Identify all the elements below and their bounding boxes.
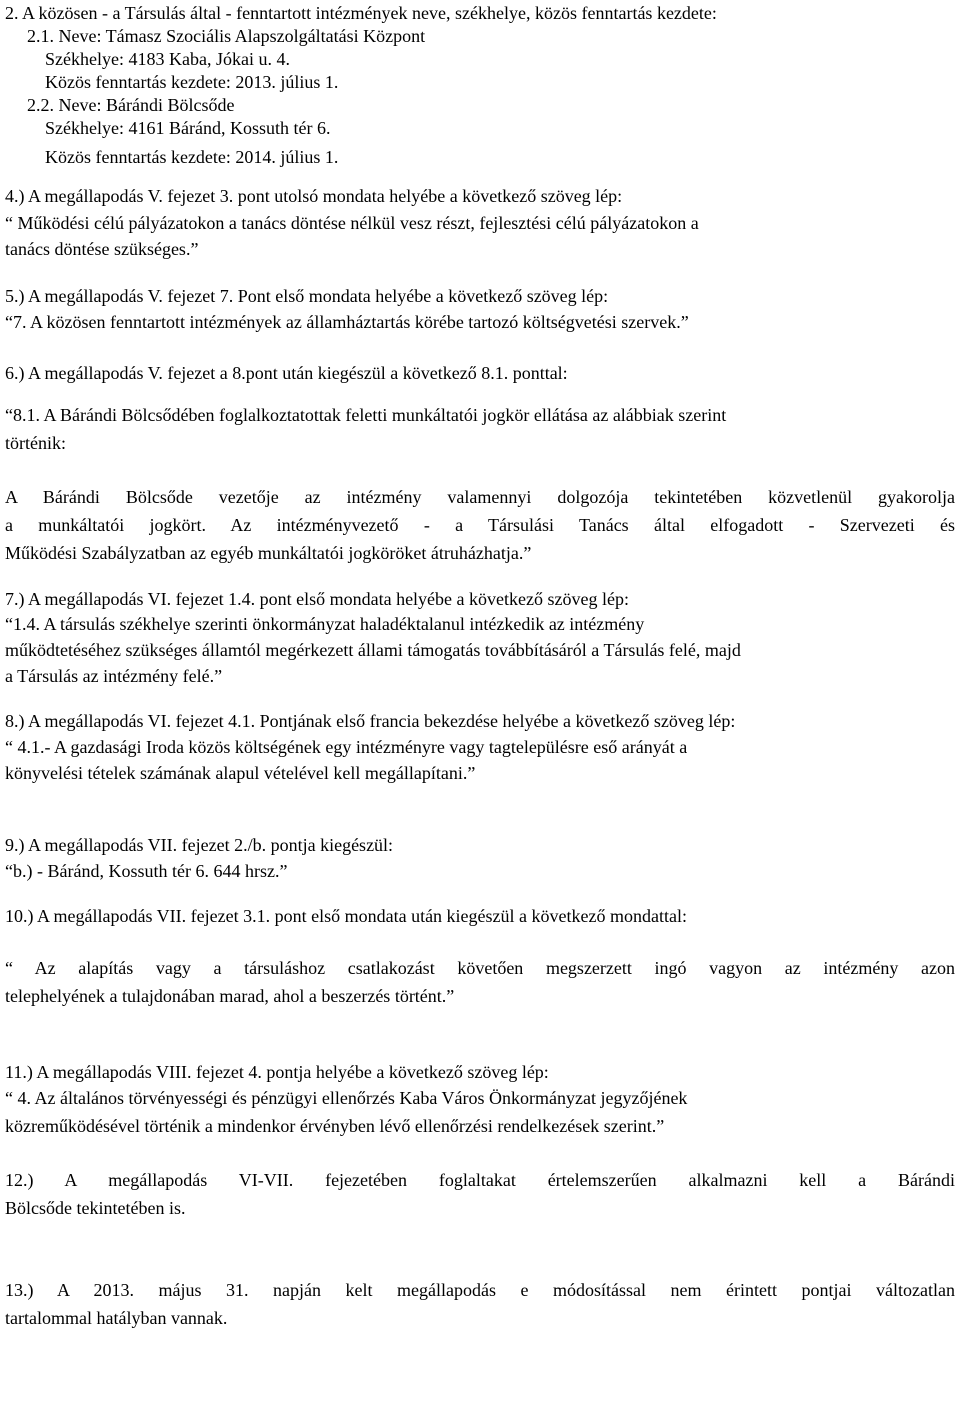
document-page: [5, 0, 955, 1420]
item-2-1-name: 2.1. Neve: Támasz Szociális Alapszolgáltatási Központ: [27, 26, 426, 46]
p12-line1: 12.) A megállapodás VI-VII. fejezetében foglaltakat értelemszerűen alkalmazni kell a Bárándi: [5, 1170, 955, 1190]
p8-line1: “ 4.1.- A gazdasági Iroda közös költségének egy intézményre vagy tagtelepülésre eső arányát a: [5, 737, 688, 757]
p6-line1: “8.1. A Bárándi Bölcsődében foglalkoztatottak feletti munkáltatói jogkör ellátása az alábbiak szerint: [5, 405, 727, 425]
item-2-2-start: Közös fenntartás kezdete: 2014. július 1.: [45, 147, 339, 167]
section-2-heading: 2. A közösen - a Társulás által - fenntartott intézmények neve, székhelye, közös fenntartás kezdete:: [5, 3, 717, 23]
p13-line1: 13.) A 2013. május 31. napján kelt megállapodás e módosítással nem érintett pontjai változatlan: [5, 1280, 955, 1300]
p7-line2: működtetéséhez szükséges államtól megérkezett állami támogatás továbbításáról a Társulás felé, majd: [5, 640, 741, 660]
p5-heading: 5.) A megállapodás V. fejezet 7. Pont első mondata helyébe a következő szöveg lép:: [5, 286, 609, 306]
p9-line1: “b.) - Báránd, Kossuth tér 6. 644 hrsz.”: [5, 861, 288, 881]
p4-heading: 4.) A megállapodás V. fejezet 3. pont utolsó mondata helyébe a következő szöveg lép:: [5, 186, 623, 206]
p13-line2: tartalommal hatályban vannak.: [5, 1308, 228, 1328]
p8-line2: könyvelési tételek számának alapul vételével kell megállapítani.”: [5, 763, 476, 783]
p11-heading: 11.) A megállapodás VIII. fejezet 4. pontja helyébe a következő szöveg lép:: [5, 1062, 549, 1082]
p6-heading: 6.) A megállapodás V. fejezet a 8.pont után kiegészül a következő 8.1. ponttal:: [5, 363, 568, 383]
p7-line3: a Társulás az intézmény felé.”: [5, 666, 223, 686]
p12-line2: Bölcsőde tekintetében is.: [5, 1198, 186, 1218]
p6-line5: Működési Szabályzatban az egyéb munkáltatói jogköröket átruházhatja.”: [5, 543, 532, 563]
item-2-1-seat: Székhelye: 4183 Kaba, Jókai u. 4.: [45, 49, 290, 69]
p5-line1: “7. A közösen fenntartott intézmények az államháztartás körébe tartozó költségvetési szervek.”: [5, 312, 689, 332]
p6-line4: a munkáltatói jogkört. Az intézményvezető - a Társulási Tanács által elfogadott - Szervezeti és: [5, 515, 955, 535]
item-2-1-start: Közös fenntartás kezdete: 2013. július 1.: [45, 72, 339, 92]
p9-heading: 9.) A megállapodás VII. fejezet 2./b. pontja kiegészül:: [5, 835, 394, 855]
p7-heading: 7.) A megállapodás VI. fejezet 1.4. pont első mondata helyébe a következő szöveg lép:: [5, 589, 629, 609]
p8-heading: 8.) A megállapodás VI. fejezet 4.1. Pontjának első francia bekezdése helyébe a következő szöveg lép:: [5, 711, 736, 731]
p10-line1: “ Az alapítás vagy a társuláshoz csatlakozást követően megszerzett ingó vagyon az intézmény azon: [5, 958, 955, 978]
item-2-2-name: 2.2. Neve: Bárándi Bölcsőde: [27, 95, 235, 115]
p4-line1: “ Működési célú pályázatokon a tanács döntése nélkül vesz részt, fejlesztési célú pályázatokon a: [5, 213, 699, 233]
p6-line3: A Bárándi Bölcsőde vezetője az intézmény valamennyi dolgozója tekintetében közvetlenül gyakorolja: [5, 487, 955, 507]
p10-line2: telephelyének a tulajdonában marad, ahol a beszerzés történt.”: [5, 986, 455, 1006]
p4-line2: tanács döntése szükséges.”: [5, 239, 199, 259]
p7-line1: “1.4. A társulás székhelye szerinti önkormányzat haladéktalanul intézkedik az intézmény: [5, 614, 645, 634]
p11-line2: közreműködésével történik a mindenkor érvényben lévő ellenőrzési rendelkezések szerint.”: [5, 1116, 665, 1136]
item-2-2-seat: Székhelye: 4161 Báránd, Kossuth tér 6.: [45, 118, 331, 138]
p6-line2: történik:: [5, 433, 66, 453]
p10-heading: 10.) A megállapodás VII. fejezet 3.1. pont első mondata után kiegészül a következő mondattal:: [5, 906, 687, 926]
p11-line1: “ 4. Az általános törvényességi és pénzügyi ellenőrzés Kaba Város Önkormányzat jegyzőjének: [5, 1088, 688, 1108]
